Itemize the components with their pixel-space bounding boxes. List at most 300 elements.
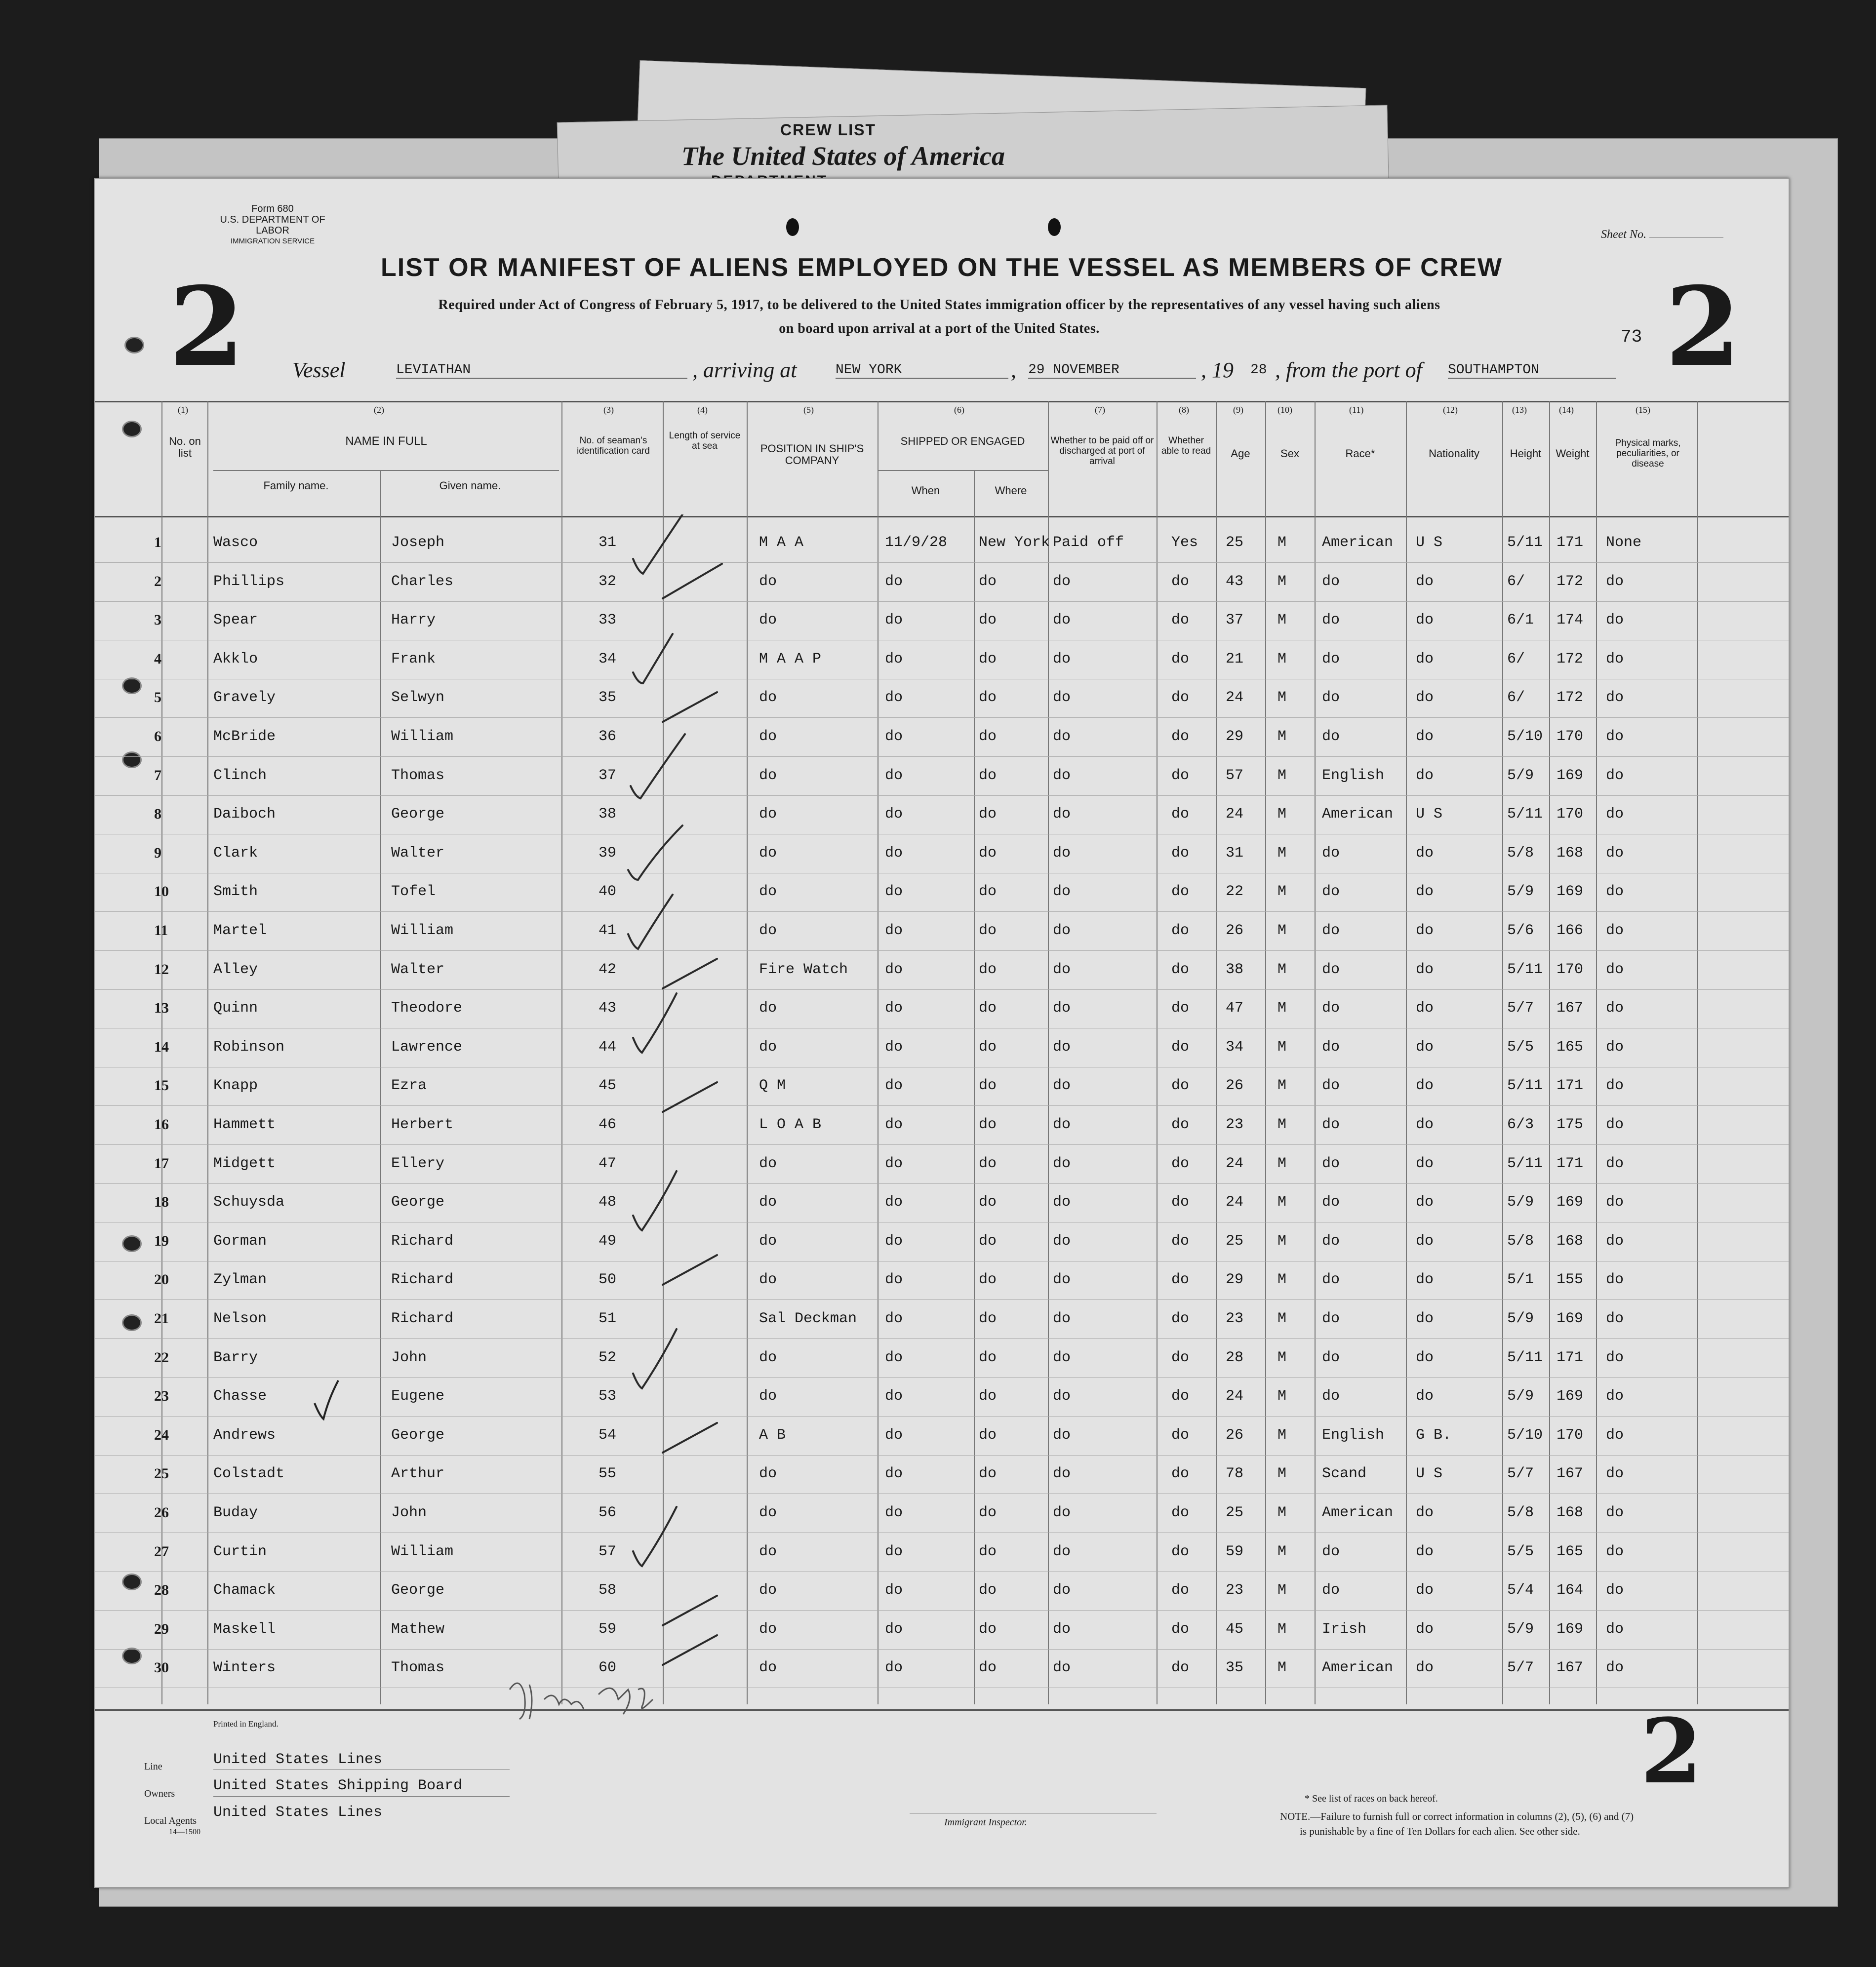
physical-marks: do [1606, 1271, 1624, 1289]
age: 24 [1226, 1155, 1244, 1172]
table-row [95, 912, 1789, 951]
height: 6/ [1507, 573, 1525, 590]
shipped-where: do [979, 1465, 997, 1483]
row-number: 8 [154, 806, 161, 823]
position: Q M [759, 1077, 786, 1095]
agency-line2: IMMIGRATION SERVICE [230, 237, 315, 245]
shipped-when: do [885, 961, 903, 978]
height: 5/11 [1507, 534, 1543, 551]
subtitle-line2: on board upon arrival at a port of the United States. [779, 321, 1100, 336]
nationality: do [1416, 961, 1434, 978]
manifest-sheet [94, 178, 1790, 1888]
physical-marks: do [1606, 1582, 1624, 1599]
sex: M [1277, 1582, 1287, 1599]
sex: M [1277, 1077, 1287, 1095]
table-row [95, 873, 1789, 912]
family-name: McBride [213, 728, 276, 745]
position: A B [759, 1426, 786, 1444]
shipped-when: do [885, 650, 903, 668]
id-card-number: 54 [599, 1426, 617, 1444]
family-name: Akklo [213, 650, 258, 668]
physical-marks: do [1606, 1349, 1624, 1366]
nationality: U S [1416, 806, 1443, 823]
physical-marks: do [1606, 1155, 1624, 1172]
age: 25 [1226, 1504, 1244, 1521]
header-length-service: Length of service at sea [669, 431, 741, 451]
given-name: Selwyn [391, 689, 445, 707]
race: do [1322, 1543, 1340, 1560]
position: do [759, 1000, 777, 1017]
physical-marks: do [1606, 650, 1624, 668]
position: L O A B [759, 1116, 822, 1133]
row-number: 5 [154, 689, 161, 706]
shipped-when: do [885, 1620, 903, 1638]
form-title: LIST OR MANIFEST OF ALIENS EMPLOYED ON THE VESSEL AS MEMBERS OF CREW [381, 253, 1503, 282]
able-to-read: do [1171, 1038, 1190, 1056]
shipped-when: do [885, 1349, 903, 1366]
age: 22 [1226, 883, 1244, 901]
given-name: Harry [391, 612, 436, 629]
height: 6/ [1507, 689, 1525, 707]
physical-marks: do [1606, 806, 1624, 823]
paid-off: do [1053, 767, 1071, 784]
race: do [1322, 1038, 1340, 1056]
col-num: (14) [1559, 405, 1574, 415]
row-number: 23 [154, 1388, 169, 1405]
weight: 169 [1557, 1388, 1584, 1405]
paid-off: do [1053, 1038, 1071, 1056]
height: 5/9 [1507, 1388, 1534, 1405]
able-to-read: do [1171, 1465, 1190, 1483]
family-name: Smith [213, 883, 258, 901]
given-name: Ezra [391, 1077, 427, 1095]
paid-off: do [1053, 1349, 1071, 1366]
shipped-where: do [979, 1038, 997, 1056]
given-name: Eugene [391, 1388, 445, 1405]
shipped-where: do [979, 1271, 997, 1289]
age: 31 [1226, 844, 1244, 862]
age: 25 [1226, 534, 1244, 551]
sex: M [1277, 1116, 1287, 1133]
header-paid-off: Whether to be paid off or discharged at port of arrival [1050, 435, 1154, 467]
nationality: do [1416, 1116, 1434, 1133]
col-num: (1) [178, 405, 188, 415]
able-to-read: do [1171, 1077, 1190, 1095]
row-number: 30 [154, 1659, 169, 1676]
col-num: (12) [1443, 405, 1458, 415]
physical-marks: do [1606, 922, 1624, 939]
able-to-read: do [1171, 961, 1190, 978]
family-name: Spear [213, 612, 258, 629]
race: do [1322, 612, 1340, 629]
weight: 167 [1557, 1465, 1584, 1483]
shipped-when: do [885, 1116, 903, 1133]
race: do [1322, 650, 1340, 668]
family-name: Wasco [213, 534, 258, 551]
given-name: John [391, 1349, 427, 1366]
row-number: 26 [154, 1504, 169, 1521]
shipped-when: do [885, 1155, 903, 1172]
given-name: Charles [391, 573, 454, 590]
shipped-when: do [885, 806, 903, 823]
height: 5/5 [1507, 1038, 1534, 1056]
paid-off: do [1053, 1271, 1071, 1289]
able-to-read: do [1171, 1155, 1190, 1172]
table-row [95, 1650, 1789, 1688]
height: 5/9 [1507, 1194, 1534, 1211]
family-name: Phillips [213, 573, 285, 590]
height: 5/11 [1507, 961, 1543, 978]
col-num: (9) [1233, 405, 1243, 415]
row-number: 14 [154, 1038, 169, 1055]
sex: M [1277, 883, 1287, 901]
able-to-read: do [1171, 573, 1190, 590]
form-agency [208, 203, 337, 247]
family-name: Alley [213, 961, 258, 978]
height: 5/8 [1507, 844, 1534, 862]
age: 24 [1226, 689, 1244, 707]
able-to-read: do [1171, 1349, 1190, 1366]
given-name: Thomas [391, 767, 445, 784]
row-number: 11 [154, 922, 168, 939]
table-row [95, 1106, 1789, 1145]
nationality: do [1416, 883, 1434, 901]
height: 5/8 [1507, 1504, 1534, 1521]
nationality: do [1416, 612, 1434, 629]
physical-marks: do [1606, 767, 1624, 784]
physical-marks: do [1606, 1116, 1624, 1133]
shipped-where: do [979, 1582, 997, 1599]
row-number: 3 [154, 612, 161, 629]
shipped-where: do [979, 1620, 997, 1638]
row-number: 19 [154, 1232, 169, 1249]
weight: 168 [1557, 844, 1584, 862]
race: Scand [1322, 1465, 1367, 1483]
from-label: , from the port of [1275, 358, 1422, 382]
vessel-label: Vessel [292, 358, 346, 382]
row-number: 1 [154, 534, 161, 551]
row-number: 29 [154, 1620, 169, 1637]
family-name: Nelson [213, 1310, 267, 1327]
paid-off: do [1053, 1426, 1071, 1444]
nationality: do [1416, 844, 1434, 862]
id-card-number: 38 [599, 806, 617, 823]
voyage-line: Vessel LEVIATHAN , arriving at NEW YORK , 29 NOVEMBER , 19 28 , from the port of SOUTHAMPTON [292, 357, 1616, 385]
id-card-number: 49 [599, 1232, 617, 1250]
position: do [759, 1155, 777, 1172]
shipped-when: do [885, 1271, 903, 1289]
sex: M [1277, 612, 1287, 629]
able-to-read: do [1171, 1232, 1190, 1250]
paid-off: do [1053, 1582, 1071, 1599]
table-row [95, 951, 1789, 990]
sheet-no-label: Sheet No. [1601, 228, 1646, 241]
physical-marks: do [1606, 844, 1624, 862]
able-to-read: do [1171, 883, 1190, 901]
nationality: do [1416, 1000, 1434, 1017]
header-age: Age [1231, 447, 1250, 460]
physical-marks: do [1606, 1232, 1624, 1250]
family-name: Robinson [213, 1038, 285, 1056]
header-height: Height [1510, 447, 1542, 460]
table-row [95, 1572, 1789, 1611]
paid-off: do [1053, 806, 1071, 823]
weight: 174 [1557, 612, 1584, 629]
weight: 168 [1557, 1232, 1584, 1250]
sex: M [1277, 573, 1287, 590]
age: 29 [1226, 1271, 1244, 1289]
country-heading: The United States of America [681, 141, 1005, 171]
age: 43 [1226, 573, 1244, 590]
shipped-where: do [979, 806, 997, 823]
physical-marks: do [1606, 1659, 1624, 1677]
shipped-where: New York [979, 534, 1050, 551]
race: American [1322, 806, 1394, 823]
sex: M [1277, 1155, 1287, 1172]
table-row [95, 563, 1789, 602]
physical-marks: do [1606, 961, 1624, 978]
given-name: Ellery [391, 1155, 445, 1172]
sex: M [1277, 1038, 1287, 1056]
age: 38 [1226, 961, 1244, 978]
race: American [1322, 1504, 1394, 1521]
weight: 170 [1557, 961, 1584, 978]
shipped-where: do [979, 767, 997, 784]
nationality: do [1416, 1194, 1434, 1211]
id-card-number: 45 [599, 1077, 617, 1095]
arrival-date: 29 NOVEMBER [1028, 362, 1196, 379]
given-name: John [391, 1504, 427, 1521]
paid-off: do [1053, 844, 1071, 862]
height: 6/3 [1507, 1116, 1534, 1133]
race: do [1322, 844, 1340, 862]
id-card-number: 59 [599, 1620, 617, 1638]
family-name: Daiboch [213, 806, 276, 823]
paid-off: do [1053, 1116, 1071, 1133]
col-num: (2) [374, 405, 384, 415]
given-name: Richard [391, 1271, 454, 1289]
id-card-number: 52 [599, 1349, 617, 1366]
race: do [1322, 1310, 1340, 1327]
row-number: 17 [154, 1155, 169, 1172]
position: do [759, 1465, 777, 1483]
weight: 171 [1557, 1349, 1584, 1366]
position: M A A P [759, 650, 822, 668]
age: 26 [1226, 1077, 1244, 1095]
age: 24 [1226, 1388, 1244, 1405]
header-nationality: Nationality [1429, 447, 1479, 460]
col-num: (3) [603, 405, 614, 415]
sex: M [1277, 922, 1287, 939]
paid-off: Paid off [1053, 534, 1124, 551]
nationality: do [1416, 767, 1434, 784]
nationality: U S [1416, 1465, 1443, 1483]
position: do [759, 612, 777, 629]
header-shipped: SHIPPED OR ENGAGED [900, 435, 1025, 447]
shipped-when: do [885, 1543, 903, 1560]
row-number: 15 [154, 1077, 169, 1094]
header-race: Race* [1345, 447, 1375, 460]
age: 24 [1226, 806, 1244, 823]
header-weight: Weight [1556, 447, 1590, 460]
physical-marks: do [1606, 1620, 1624, 1638]
row-number: 25 [154, 1465, 169, 1482]
physical-marks: do [1606, 573, 1624, 590]
note-line2: is punishable by a fine of Ten Dollars for each alien. See other side. [1300, 1825, 1580, 1837]
shipped-when: do [885, 1232, 903, 1250]
shipped-where: do [979, 1543, 997, 1560]
shipped-where: do [979, 1426, 997, 1444]
weight: 172 [1557, 573, 1584, 590]
id-card-number: 37 [599, 767, 617, 784]
position: do [759, 1232, 777, 1250]
weight: 167 [1557, 1000, 1584, 1017]
weight: 155 [1557, 1271, 1584, 1289]
height: 5/10 [1507, 728, 1543, 745]
shipped-where: do [979, 844, 997, 862]
weight: 171 [1557, 1155, 1584, 1172]
age: 24 [1226, 1194, 1244, 1211]
line-label: Line [144, 1761, 162, 1772]
nationality: do [1416, 1659, 1434, 1677]
position: do [759, 1388, 777, 1405]
row-number: 20 [154, 1271, 169, 1288]
family-name: Winters [213, 1659, 276, 1677]
able-to-read: do [1171, 728, 1190, 745]
id-card-number: 32 [599, 573, 617, 590]
nationality: do [1416, 689, 1434, 707]
height: 5/4 [1507, 1582, 1534, 1599]
owners-value: United States Shipping Board [213, 1777, 463, 1794]
race: do [1322, 1349, 1340, 1366]
paid-off: do [1053, 689, 1071, 707]
line-value: United States Lines [213, 1751, 383, 1768]
height: 5/5 [1507, 1543, 1534, 1560]
sex: M [1277, 1310, 1287, 1327]
age: 35 [1226, 1659, 1244, 1677]
height: 5/6 [1507, 922, 1534, 939]
nationality: do [1416, 1388, 1434, 1405]
sex: M [1277, 1543, 1287, 1560]
race: do [1322, 883, 1340, 901]
row-number: 27 [154, 1543, 169, 1560]
age: 47 [1226, 1000, 1244, 1017]
physical-marks: do [1606, 883, 1624, 901]
table-row [95, 1378, 1789, 1416]
age: 25 [1226, 1232, 1244, 1250]
height: 5/9 [1507, 1620, 1534, 1638]
age: 21 [1226, 650, 1244, 668]
physical-marks: do [1606, 1194, 1624, 1211]
paid-off: do [1053, 1543, 1071, 1560]
height: 5/11 [1507, 1155, 1543, 1172]
family-name: Colstadt [213, 1465, 285, 1483]
shipped-when: do [885, 1038, 903, 1056]
id-card-number: 48 [599, 1194, 617, 1211]
height: 5/11 [1507, 806, 1543, 823]
paid-off: do [1053, 1194, 1071, 1211]
row-number: 12 [154, 961, 169, 978]
check-mark-andrews [312, 1378, 342, 1423]
agency-line1: U.S. DEPARTMENT OF LABOR [220, 214, 325, 236]
able-to-read: do [1171, 1504, 1190, 1521]
col-num: (10) [1277, 405, 1292, 415]
sex: M [1277, 844, 1287, 862]
id-card-number: 34 [599, 650, 617, 668]
paid-off: do [1053, 1659, 1071, 1677]
shipped-where: do [979, 1194, 997, 1211]
race: do [1322, 573, 1340, 590]
height: 5/9 [1507, 883, 1534, 901]
height: 5/7 [1507, 1659, 1534, 1677]
given-name: William [391, 1543, 454, 1560]
shipped-where: do [979, 1659, 997, 1677]
race: do [1322, 1388, 1340, 1405]
id-card-number: 35 [599, 689, 617, 707]
id-card-number: 58 [599, 1582, 617, 1599]
family-name: Gorman [213, 1232, 267, 1250]
given-name: William [391, 922, 454, 939]
given-name: Tofel [391, 883, 436, 901]
able-to-read: do [1171, 922, 1190, 939]
table-row [95, 679, 1789, 718]
sheet-big-number-right: 2 [1665, 263, 1741, 391]
table-row [95, 1456, 1789, 1494]
row-number: 18 [154, 1194, 169, 1211]
race: do [1322, 689, 1340, 707]
able-to-read: do [1171, 1194, 1190, 1211]
nationality: do [1416, 1310, 1434, 1327]
id-card-number: 51 [599, 1310, 617, 1327]
nationality: do [1416, 573, 1434, 590]
height: 5/9 [1507, 767, 1534, 784]
physical-marks: do [1606, 728, 1624, 745]
agents-label: Local Agents [144, 1815, 197, 1826]
shipped-where: do [979, 573, 997, 590]
id-card-number: 43 [599, 1000, 617, 1017]
row-number: 16 [154, 1116, 169, 1133]
col-num: (11) [1349, 405, 1364, 415]
nationality: do [1416, 1543, 1434, 1560]
given-name: Theodore [391, 1000, 463, 1017]
arrival-port: NEW YORK [836, 362, 1008, 379]
given-name: Herbert [391, 1116, 454, 1133]
weight: 169 [1557, 767, 1584, 784]
given-name: Richard [391, 1310, 454, 1327]
sex: M [1277, 728, 1287, 745]
paid-off: do [1053, 1155, 1071, 1172]
race: do [1322, 1155, 1340, 1172]
shipped-where: do [979, 1388, 997, 1405]
position: Sal Deckman [759, 1310, 857, 1327]
able-to-read: do [1171, 767, 1190, 784]
id-card-number: 42 [599, 961, 617, 978]
id-card-number: 39 [599, 844, 617, 862]
id-card-number: 50 [599, 1271, 617, 1289]
shipped-when: do [885, 1465, 903, 1483]
age: 78 [1226, 1465, 1244, 1483]
race: American [1322, 1659, 1394, 1677]
position: do [759, 689, 777, 707]
age: 34 [1226, 1038, 1244, 1056]
id-card-number: 36 [599, 728, 617, 745]
header-family-name: Family name. [263, 479, 329, 492]
id-card-number: 40 [599, 883, 617, 901]
paid-off: do [1053, 1504, 1071, 1521]
position: do [759, 728, 777, 745]
given-name: Frank [391, 650, 436, 668]
age: 57 [1226, 767, 1244, 784]
